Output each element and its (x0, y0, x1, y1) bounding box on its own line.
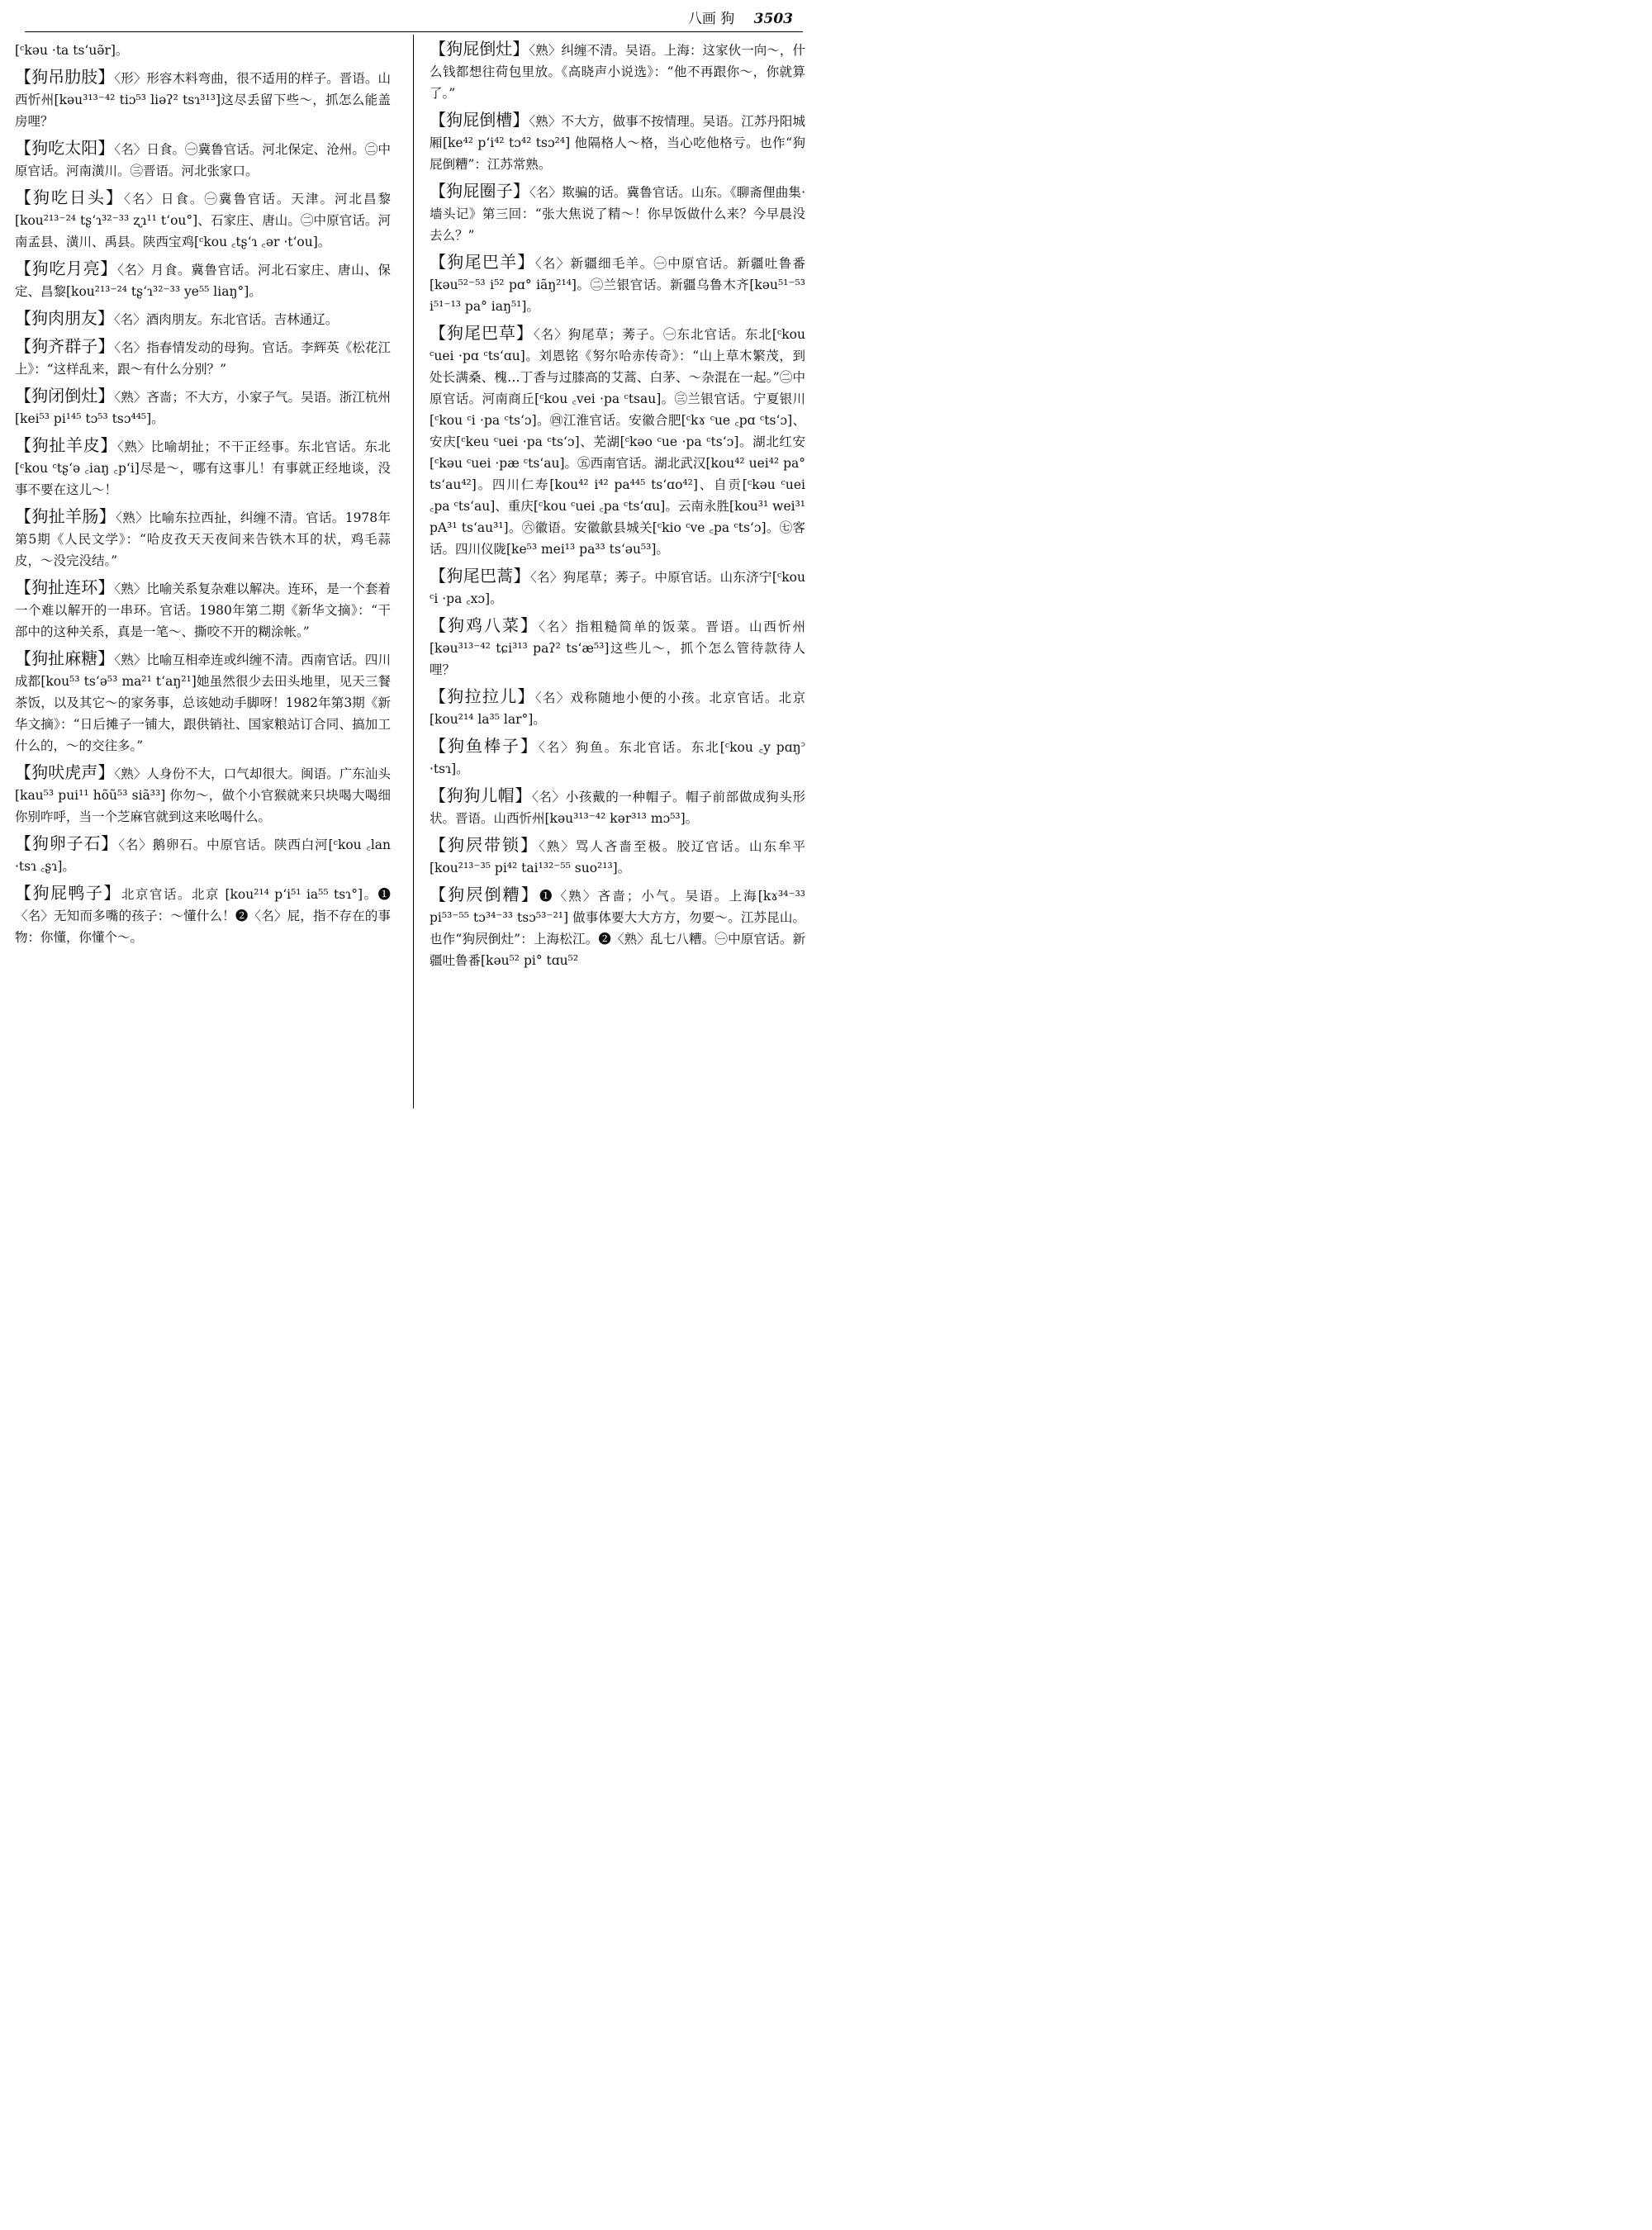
section-label: 八画 狗 (687, 11, 735, 27)
entry-body: 〈熟〉比喻关系复杂难以解决。连环，是一个套着一个难以解开的一串环。官话。1980年第二期《新华文摘》：“干部中的这种关系，真是一笔～、撕咬不开的糊涂帐。” (15, 581, 391, 639)
entry (430, 251, 805, 317)
entry (15, 505, 391, 572)
entry-body: 〈名〉月食。冀鲁官话。河北石家庄、唐山、保定、昌黎[kou²¹³⁻²⁴ tʂʻɿ³²⁻³³ ye⁵⁵ liaŋ°]。 (15, 263, 391, 299)
entry-headword: 【狗尾巴草】 (430, 323, 534, 343)
entry-body: 〈名〉鹅卵石。中原官话。陕西白河[ᶜkou ꜀lan ·tsɿ ꜀ʂɿ]。 (15, 837, 392, 874)
entry-body: 〈名〉狗尾草；莠子。㊀东北官话。东北[ᶜkou ᶜuei ·pɑ ᶜtsʻɑu]。刘恩铭《努尔哈赤传奇》：“山上草木繁茂，到处长满桑、槐…丁香与过膝高的艾蒿、白茅、～杂混在一起。”㊁中原官话。河南商丘[ᶜkou ꜀vei ·pa ᶜtsau]。㊂兰银官话。宁夏银川[ᶜkou ᶜi ·pa ᶜtsʻɔ]。㊃江淮官话。安徽合肥[ᶜkɤ ᶜue ꜀pɑ ᶜtsʻɔ]、安庆[ᶜkeu ᶜuei ·pa ᶜtsʻɔ]、芜湖[ᶜkəo ᶜue ·pa ᶜtsʻɔ]。湖北红安[ᶜkəu ᶜuei ·pæ ᶜtsʻau]。㊄西南官话。湖北武汉[kou⁴² uei⁴² pa° tsʻau⁴²]。四川仁寿[kou⁴² i⁴² pa⁴⁴⁵ tsʻɑo⁴²]、自贡[ᶜkəu ᶜuei ꜀pa ᶜtsʻau]、重庆[ᶜkou ᶜuei ꜀pa ᶜtsʻɑu]。云南永胜[kou³¹ wei³¹ pA³¹ tsʻau³¹]。㊅徽语。安徽歙县城关[ᶜkio ᶜve ꜀pa ᶜtsʻɔ]。㊆客话。四川仪陇[ke⁵³ mei¹³ pa³³ tsʻəu⁵³]。 (430, 327, 805, 557)
entry-headword: 【狗吃日头】 (15, 187, 125, 207)
entry (430, 109, 805, 175)
entry-body: 〈熟〉纠缠不清。吴语。上海：这家伙一向～，什么钱都想往荷包里放。《高晓声小说选》：“他不再跟你～，你就算了。” (430, 43, 805, 101)
entry-body: [ᶜkəu ·ta tsʻuə̃r]。 (15, 43, 129, 58)
entry-body: 〈名〉酒肉朋友。东北官话。吉林通辽。 (114, 312, 339, 327)
entry (430, 38, 805, 104)
entry-headword: 【狗狗儿帽】 (430, 785, 532, 805)
entry-body: 〈熟〉人身份不大，口气却很大。闽语。广东汕头[kau⁵³ pui¹¹ hõũ⁵³ siã³³] 你勿～，做个小官猴就来只块喝大喝细你别咋呼，当一个芝麻官就到这来吆喝什么。 (15, 766, 391, 824)
entry-body: 〈名〉日食。㊀冀鲁官话。河北保定、沧州。㊁中原官话。河南潢川。㊂晋语。河北张家口。 (15, 142, 391, 178)
entry (430, 322, 805, 560)
entry (430, 614, 805, 681)
entry-body: 〈熟〉比喻互相牵连或纠缠不清。西南官话。四川成都[kou⁵³ tsʻə⁵³ ma²¹ tʻaŋ²¹]她虽然很少去田头地里，见天三餐茶饭，以及其它～的家务事，总该她动手脚呀！1982年第3期《新华文摘》：“日后摊子一铺大，跟供销社、国家粮站订合同、搞加工什么的，～的交往多。” (15, 652, 391, 753)
entry-body: 〈熟〉不大方，做事不按情理。吴语。江苏丹阳城厢[ke⁴² pʻi⁴² tɔ⁴² tsɔ²⁴] 他隔格人～格，当心吃他格亏。也作“狗屁倒糟”：江苏常熟。 (430, 114, 805, 172)
entry (430, 785, 805, 829)
entry-headword: 【狗屄带锁】 (430, 835, 539, 855)
entry (430, 884, 805, 971)
entry (430, 686, 805, 730)
header-rule (25, 31, 803, 32)
entry-headword: 【狗吃月亮】 (15, 259, 117, 278)
entry-body: 〈名〉日食。㊀冀鲁官话。天津。河北昌黎[kou²¹³⁻²⁴ tʂʻɿ³²⁻³³ ʐɿ¹¹ tʻou°]、石家庄、唐山。㊁中原官话。河南孟县、潢川、禹县。陕西宝鸡[ᶜkou ꜀tʂʻɿ ꜀ər ·tʻou]。 (15, 192, 391, 249)
entry-body: 〈名〉戏称随地小便的小孩。北京官话。北京[kou²¹⁴ la³⁵ lar°]。 (430, 690, 805, 727)
entry (430, 180, 805, 246)
column-divider (413, 35, 414, 1108)
entry-body: 北京官话。北京 [kou²¹⁴ pʻi⁵¹ ia⁵⁵ tsɿ°]。❶〈名〉无知而多嘴的孩子：～懂什么！❷〈名〉屁，指不存在的事物：你懂，你懂个～。 (15, 887, 391, 945)
entry-headword: 【狗肉朋友】 (15, 308, 114, 328)
entry (15, 307, 391, 330)
entry (15, 434, 391, 501)
entry (15, 648, 391, 757)
entry-headword: 【狗扯连环】 (15, 577, 115, 597)
entry-headword: 【狗闭倒灶】 (15, 386, 115, 406)
entry-headword: 【狗卵子石】 (15, 833, 119, 853)
entry-headword: 【狗吃太阳】 (15, 138, 115, 158)
entry (15, 187, 391, 253)
entry-headword: 【狗扯羊肠】 (15, 506, 116, 526)
entry (15, 833, 391, 877)
entry-headword: 【狗齐群子】 (15, 336, 115, 356)
entry-body: 〈名〉狗尾草；莠子。中原官话。山东济宁[ᶜkou ᶜi ·pa ꜀xɔ]。 (430, 570, 805, 606)
entry (15, 38, 391, 61)
entry (15, 258, 391, 302)
entry-body: 〈名〉狗鱼。东北官话。东北[ᶜkou ꜀y pɑŋ꜄ ·tsɿ]。 (430, 740, 806, 776)
right-column (430, 38, 805, 976)
entry (15, 762, 391, 828)
entry-headword: 【狗尾巴羊】 (430, 252, 535, 272)
entry (430, 565, 805, 610)
entry-body: 〈名〉新疆细毛羊。㊀中原官话。新疆吐鲁番[kəu⁵²⁻⁵³ i⁵² pɑ° iãŋ²¹⁴]。㊁兰银官话。新疆乌鲁木齐[kəu⁵¹⁻⁵³ i⁵¹⁻¹³ pa° iaŋ⁵¹]。 (430, 256, 805, 314)
entry-body: 〈熟〉吝啬；不大方，小家子气。吴语。浙江杭州[kei⁵³ pi¹⁴⁵ tɔ⁵³ tsɔ⁴⁴⁵]。 (15, 390, 391, 426)
page-header (688, 7, 793, 27)
entry-headword: 【狗屁倒灶】 (430, 39, 529, 59)
entry-headword: 【狗扯羊皮】 (15, 435, 117, 455)
entry-headword: 【狗鸡八菜】 (430, 615, 539, 635)
entry-headword: 【狗吠虎声】 (15, 762, 115, 782)
entry-body: 〈名〉欺骗的话。冀鲁官话。山东。《聊斋俚曲集·墙头记》第三回：“张大焦说了精～！你早饭做什么来？今早晨没去么？” (430, 185, 805, 243)
page-number: 3503 (753, 11, 793, 27)
entry-body: 〈熟〉比喻东拉西扯，纠缠不清。官话。1978年第5期《人民文学》：“哈皮孜天天夜间来告铁木耳的状，鸡毛蒜皮，～没完没结。” (15, 510, 392, 568)
entry (15, 137, 391, 182)
entry-body: 〈名〉指粗糙简单的饭菜。晋语。山西忻州[kəu³¹³⁻⁴² tɕi³¹³ paʔ² tsʻæ⁵³]这些儿～，抓个怎么管待款待人哩？ (430, 619, 805, 677)
entry (430, 834, 805, 879)
entry-headword: 【狗扯麻糖】 (15, 648, 115, 668)
entry-headword: 【狗屁圈子】 (430, 181, 529, 201)
entry-headword: 【狗尾巴蒿】 (430, 566, 530, 586)
entry-body: 〈熟〉骂人吝啬至极。胶辽官话。山东牟平[kou²¹³⁻³⁵ pi⁴² tai¹³²⁻⁵⁵ suo²¹³]。 (430, 839, 805, 875)
entry-body: 〈名〉小孩戴的一种帽子。帽子前部做成狗头形状。晋语。山西忻州[kəu³¹³⁻⁴² kər³¹³ mɔ⁵³]。 (430, 790, 805, 826)
entry-body: 〈形〉形容木料弯曲，很不适用的样子。晋语。山西忻州[kəu³¹³⁻⁴² tiɔ⁵³ liəʔ² tsɿ³¹³]这尽丢留下些～，抓怎么能盖房哩？ (15, 71, 391, 129)
entry-body: ❶〈熟〉吝啬；小气。吴语。上海[kɤ³⁴⁻³³ pi⁵³⁻⁵⁵ tɔ³⁴⁻³³ tsɔ⁵³⁻²¹] 做事体要大大方方，勿要～。江苏昆山。也作“狗屄倒灶”：上海松江。❷〈熟〉乱七八糟。㊀中原官话。新疆吐鲁番[kəu⁵² pi° tɑu⁵² (430, 889, 805, 968)
entry (15, 576, 391, 643)
left-column (15, 38, 391, 953)
entry-body: 〈熟〉比喻胡扯；不干正经事。东北官话。东北[ᶜkou ᶜtʂʻə ꜀iaŋ ꜀pʻi]尽是～，哪有这事儿！有事就正经地谈，没事不要在这儿～！ (15, 439, 391, 497)
entry-headword: 【狗拉拉儿】 (430, 686, 535, 706)
entry (430, 735, 805, 780)
entry-headword: 【狗吊肋肢】 (15, 67, 115, 87)
entry-body: 〈名〉指春情发动的母狗。官话。李辉英《松花江上》：“这样乱来，跟～有什么分别？” (15, 340, 391, 377)
entry (15, 882, 391, 948)
entry (15, 66, 391, 132)
dictionary-page (0, 0, 826, 1115)
entry-headword: 【狗屁倒槽】 (430, 110, 529, 130)
entry-headword: 【狗鱼棒子】 (430, 736, 539, 756)
entry (15, 385, 391, 429)
entry-headword: 【狗屄倒糟】 (430, 885, 539, 904)
entry-headword: 【狗屁鸭子】 (15, 883, 122, 903)
entry (15, 335, 391, 380)
